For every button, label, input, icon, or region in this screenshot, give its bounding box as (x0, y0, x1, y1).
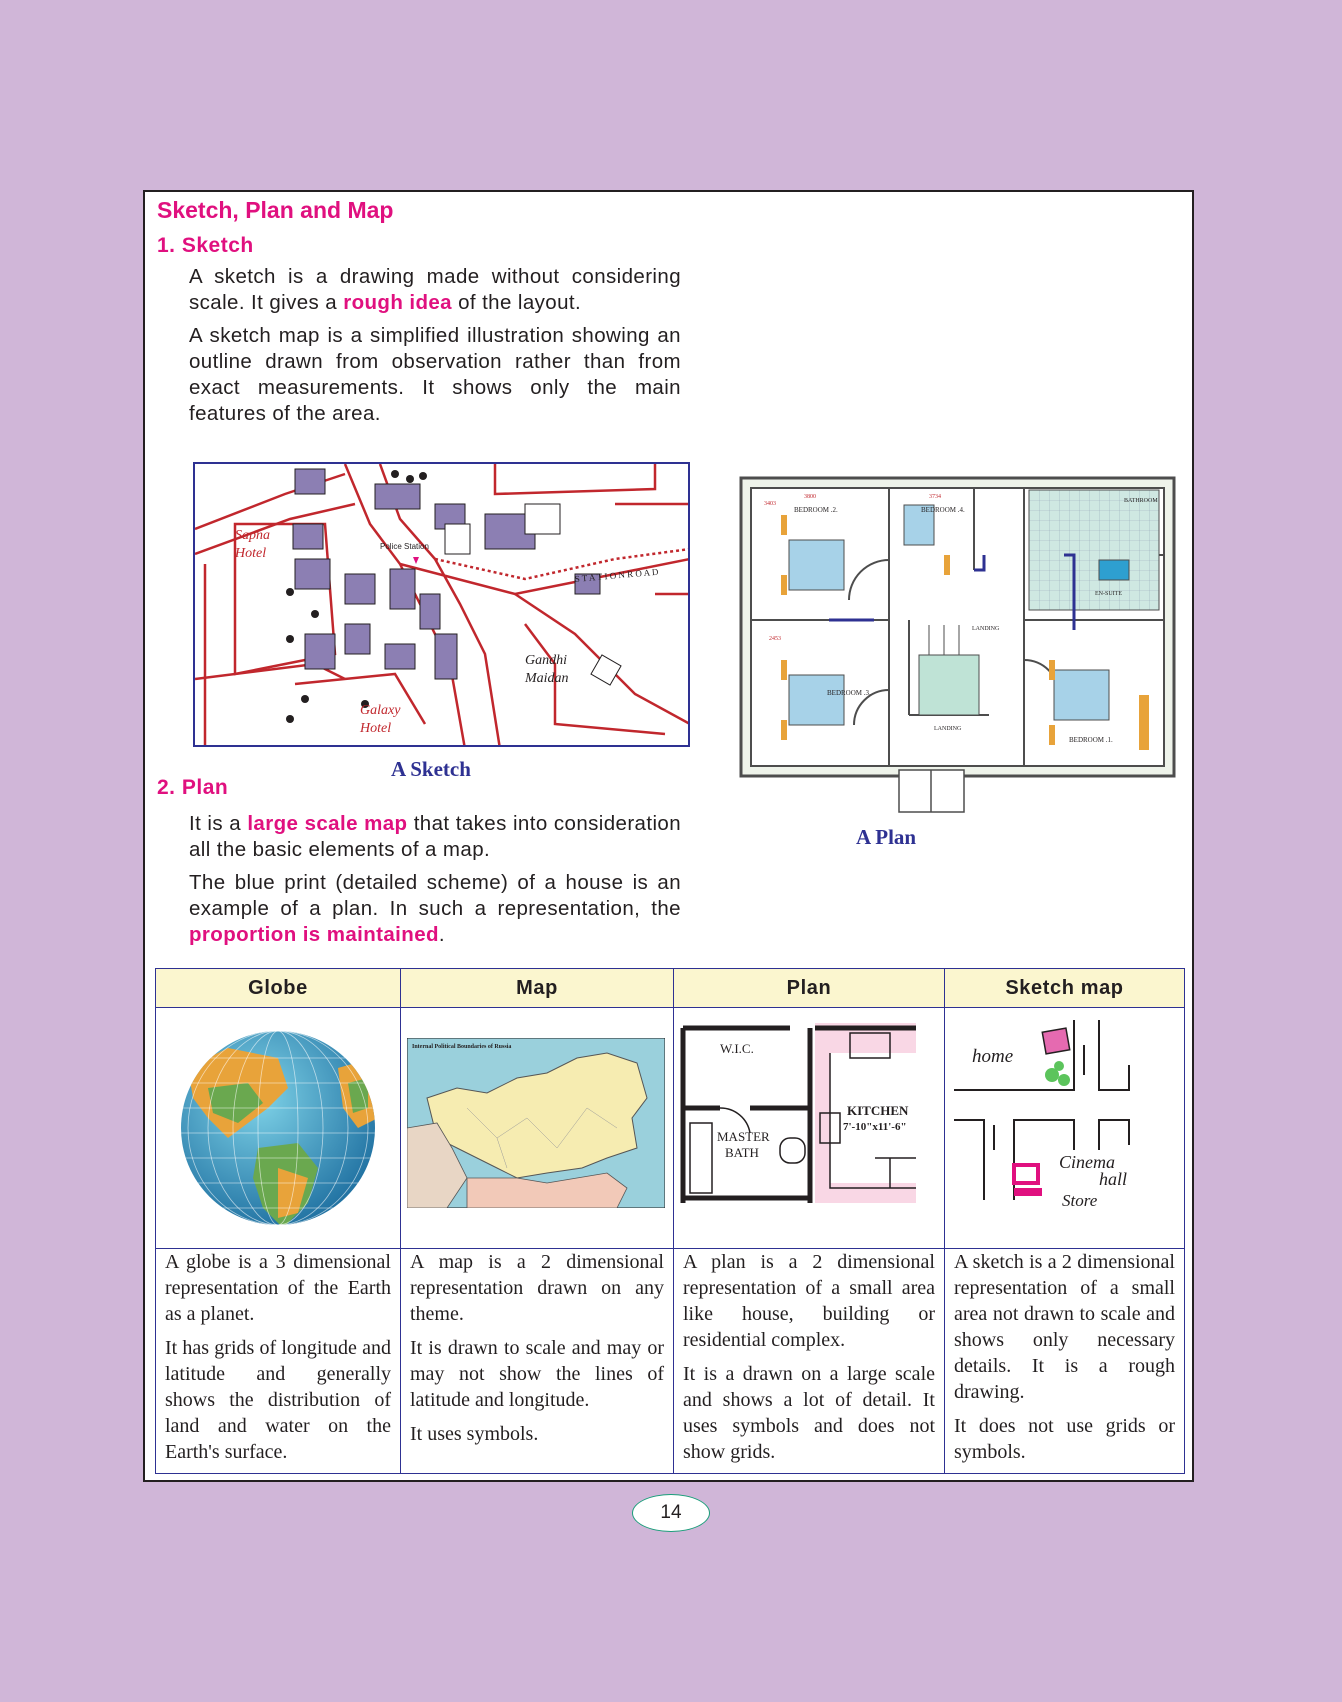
map-title: Internal Political Boundaries of Russia (412, 1044, 512, 1050)
plan-landing-2-label: LANDING (934, 726, 962, 732)
bath-label: BATH (725, 1145, 759, 1160)
globe-image-cell (156, 1008, 401, 1249)
station-road-label: S T A T I O N R O A D (574, 566, 659, 584)
sapna-hotel-label: Hotel (235, 546, 267, 561)
sketch-paragraph-1: A sketch is a drawing made without considering scale. It gives a rough idea of the layout. (189, 265, 681, 314)
plan-landing-label: LANDING (972, 626, 1000, 632)
sketch-map-image (193, 462, 690, 747)
wic-label: W.I.C. (720, 1041, 754, 1056)
page-heading: Sketch, Plan and Map (157, 197, 394, 223)
header-globe: Globe (156, 969, 401, 1008)
home-label: home (972, 1046, 1014, 1067)
textbook-page (143, 190, 1194, 1482)
plan-bedroom-4-label: BEDROOM .4. (921, 506, 965, 514)
sapna-label: Sapna (235, 528, 270, 543)
plan-dim-3: 3403 (764, 501, 776, 507)
galaxy-hotel-label: Hotel (360, 721, 392, 736)
plan-paragraph-1: It is a large scale map that takes into consideration all the basic elements of a map. (189, 812, 682, 861)
kitchen-size-label: 7'-10"x11'-6" (843, 1121, 907, 1133)
house-plan-image (739, 460, 1176, 813)
plan-bedroom-1-label: BEDROOM .1. (1069, 736, 1113, 744)
header-plan: Plan (674, 969, 945, 1008)
master-label: MASTER (717, 1129, 770, 1144)
galaxy-label: Galaxy (360, 703, 401, 718)
floor-plan-image (680, 1023, 916, 1203)
header-sketch-map: Sketch map (945, 969, 1185, 1008)
police-marker-icon (413, 557, 419, 564)
store-label: Store (1062, 1191, 1098, 1210)
page-number: 14 (632, 1494, 710, 1532)
plan-subheading: 2. Plan (157, 776, 229, 799)
rough-idea-highlight: rough idea (343, 291, 452, 314)
cinema-label: Cinema (1059, 1152, 1115, 1172)
plan-caption: A Plan (856, 825, 917, 849)
plan-bedroom-2-label: BEDROOM .2. (794, 506, 838, 514)
police-station-label: Police Station (380, 542, 429, 551)
globe-image (168, 1028, 393, 1228)
proportion-highlight: proportion is maintained (189, 923, 439, 946)
large-scale-map-highlight: large scale map (247, 812, 408, 835)
plan-paragraph-2: The blue print (detailed scheme) of a house is an example of a plan. In such a representation, the proportion is maintained. (189, 871, 681, 946)
sketch-map-drawing (954, 1020, 1176, 1230)
sketch-subheading: 1. Sketch (157, 234, 254, 257)
plan-bedroom-3-label: BEDROOM .3. (827, 689, 871, 697)
plan-description: A plan is a 2 dimensional representation of a small area like house, building or residential complex. It is a drawn on a large scale and shows a lot of detail. It uses symbols and does not show grids. (674, 1249, 945, 1474)
sketch-paragraph-2: A sketch map is a simplified illustration showing an outline drawn from observation rather than from exact measurements. It shows only the main features of the area. (189, 324, 681, 425)
plan-ensuite-label: EN-SUITE (1095, 591, 1122, 597)
plan-dim-1: 3800 (804, 494, 816, 500)
gandhi-label: Gandhi (525, 653, 567, 668)
header-map: Map (401, 969, 674, 1008)
comparison-table (155, 968, 1185, 1474)
plan-bathroom-label: BATHROOM (1124, 498, 1158, 504)
hall-label: hall (1099, 1169, 1128, 1189)
map-image-cell (401, 1008, 674, 1249)
plan-dim-4: 2453 (769, 636, 781, 642)
sketch-description: A sketch is a 2 dimensional representation of a small area not drawn to scale and shows only necessary details. It is a rough drawing. It does not use grids or symbols. (945, 1249, 1185, 1474)
russia-map-image (407, 1038, 665, 1208)
plan-dim-2: 3734 (929, 494, 941, 500)
sketch-caption: A Sketch (391, 757, 471, 781)
map-description: A map is a 2 dimensional representation drawn on any theme. It is drawn to scale and may or may not show the lines of latitude and longitude. It uses symbols. (401, 1249, 674, 1474)
globe-description: A globe is a 3 dimensional representation of the Earth as a planet. It has grids of longitude and latitude and generally shows the distribution of land and water on the Earth's surface. (156, 1249, 401, 1474)
maidan-label: Maidan (525, 671, 569, 686)
plan-image-cell (674, 1008, 945, 1249)
sketch-image-cell (945, 1008, 1185, 1249)
kitchen-label: KITCHEN (847, 1103, 909, 1118)
